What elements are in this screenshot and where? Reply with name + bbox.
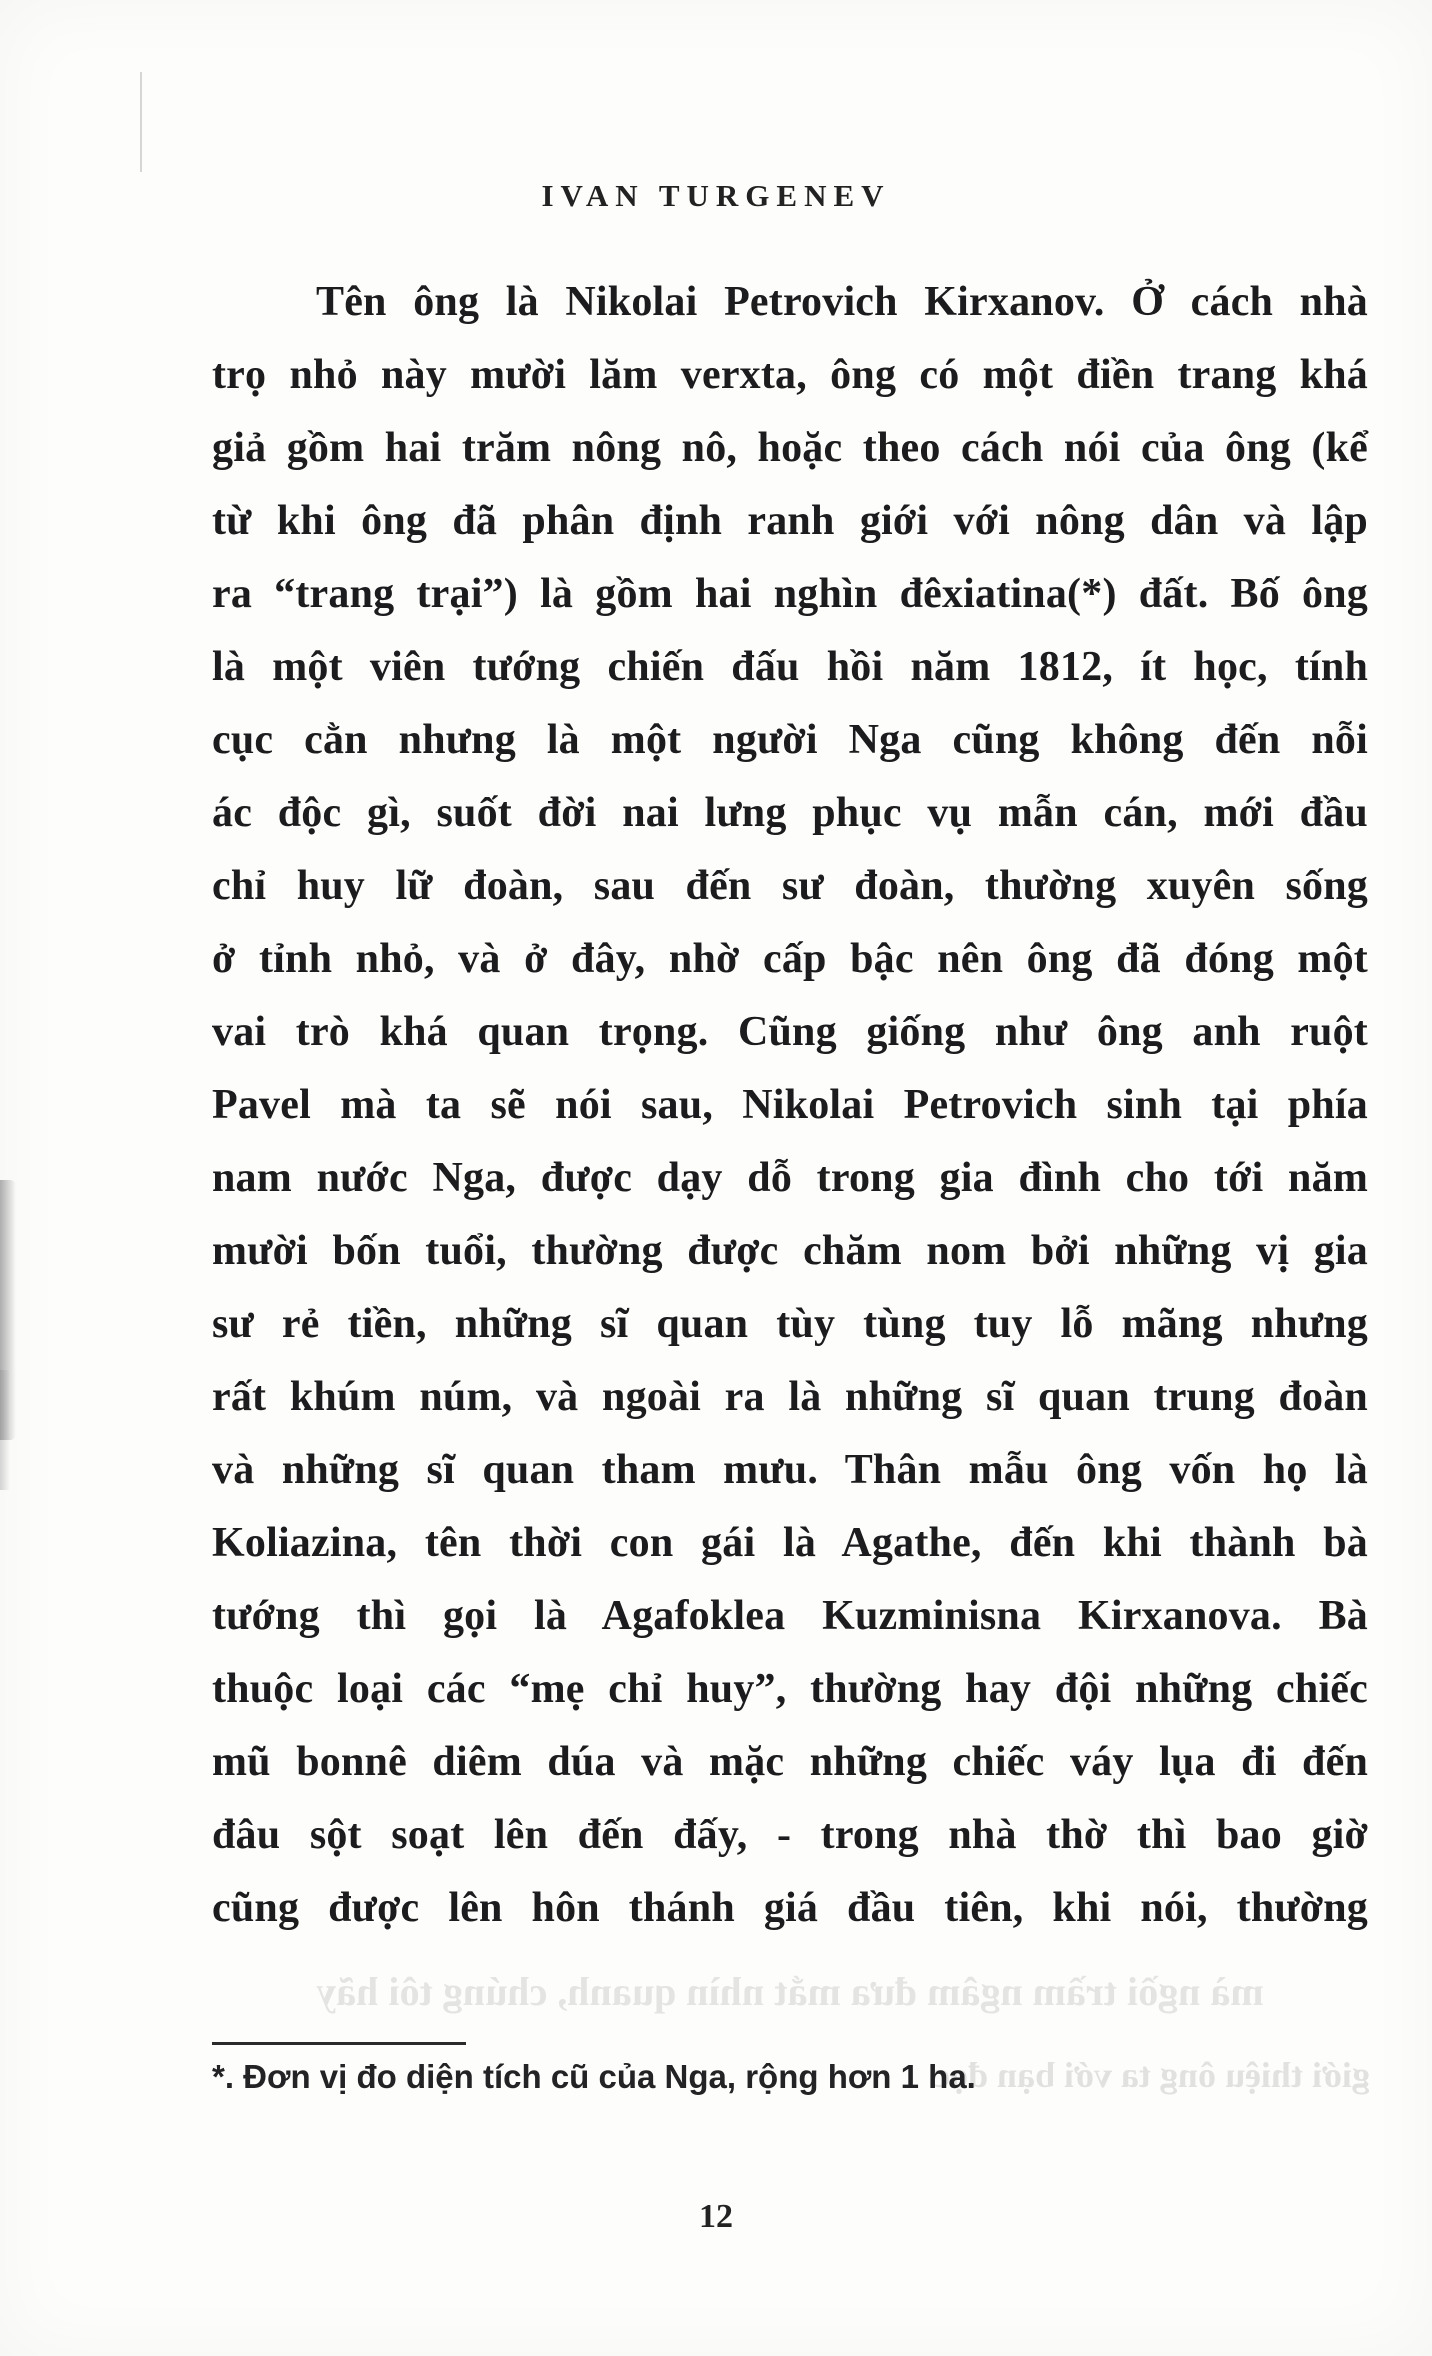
footnote-text: *. Đơn vị đo diện tích cũ của Nga, rộng hơn 1 ha.: [212, 2058, 976, 2095]
text-line: và những sĩ quan tham mưu. Thân mẫu ông vốn họ là: [212, 1447, 1368, 1493]
bleedthrough-text: giới thiệu ông ta với bạn đọc: [934, 2055, 1370, 2095]
text-line: cũng được lên hôn thánh giá đầu tiên, khi nói, thường: [212, 1885, 1368, 1931]
text-line: Pavel mà ta sẽ nói sau, Nikolai Petrovich sinh tại phía: [212, 1082, 1368, 1128]
text-line: tướng thì gọi là Agafoklea Kuzminisna Kirxanova. Bà: [212, 1593, 1368, 1639]
text-line: cục cằn nhưng là một người Nga cũng không đến nỗi: [212, 717, 1368, 763]
page-number: 12: [699, 2198, 733, 2235]
scan-edge-smudge: [0, 1370, 10, 1490]
footnote-divider: [212, 2042, 466, 2045]
scan-hairline-artifact: [140, 72, 142, 172]
bleedthrough-text: mà ngồi trầm ngâm đưa mắt nhìn quanh, chúng tôi hãy: [316, 1969, 1264, 2014]
text-line: ở tỉnh nhỏ, và ở đây, nhờ cấp bậc nên ông đã đóng một: [212, 936, 1368, 982]
text-line: ra “trang trại”) là gồm hai nghìn đêxiatina(*) đất. Bố ông: [212, 571, 1368, 617]
text-line: mười bốn tuổi, thường được chăm nom bởi những vị gia: [212, 1228, 1368, 1274]
text-line: chỉ huy lữ đoàn, sau đến sư đoàn, thường xuyên sống: [212, 863, 1368, 909]
text-line: thuộc loại các “mẹ chỉ huy”, thường hay đội những chiếc: [212, 1666, 1368, 1712]
text-line: mũ bonnê diêm dúa và mặc những chiếc váy lụa đi đến: [212, 1739, 1368, 1785]
text-line: Tên ông là Nikolai Petrovich Kirxanov. Ở cách nhà: [316, 279, 1368, 325]
text-line: vai trò khá quan trọng. Cũng giống như ông anh ruột: [212, 1009, 1368, 1055]
text-line: Koliazina, tên thời con gái là Agathe, đến khi thành bà: [212, 1520, 1368, 1566]
text-line: là một viên tướng chiến đấu hồi năm 1812, ít học, tính: [212, 644, 1368, 690]
text-line: từ khi ông đã phân định ranh giới với nông dân và lập: [212, 498, 1368, 544]
text-line: sư rẻ tiền, những sĩ quan tùy tùng tuy lỗ mãng nhưng: [212, 1301, 1368, 1347]
text-line: rất khúm núm, và ngoài ra là những sĩ quan trung đoàn: [212, 1374, 1368, 1420]
text-line: giả gồm hai trăm nông nô, hoặc theo cách nói của ông (kể: [212, 425, 1368, 471]
text-line: trọ nhỏ này mười lăm verxta, ông có một điền trang khá: [212, 352, 1368, 398]
author-header: IVAN TURGENEV: [541, 178, 891, 213]
body-paragraph: [212, 266, 1368, 1945]
text-line: ác độc gì, suốt đời nai lưng phục vụ mẫn cán, mới đầu: [212, 790, 1368, 836]
text-line: nam nước Nga, được dạy dỗ trong gia đình cho tới năm: [212, 1155, 1368, 1201]
text-line: đâu sột soạt lên đến đấy, - trong nhà thờ thì bao giờ: [212, 1812, 1368, 1858]
